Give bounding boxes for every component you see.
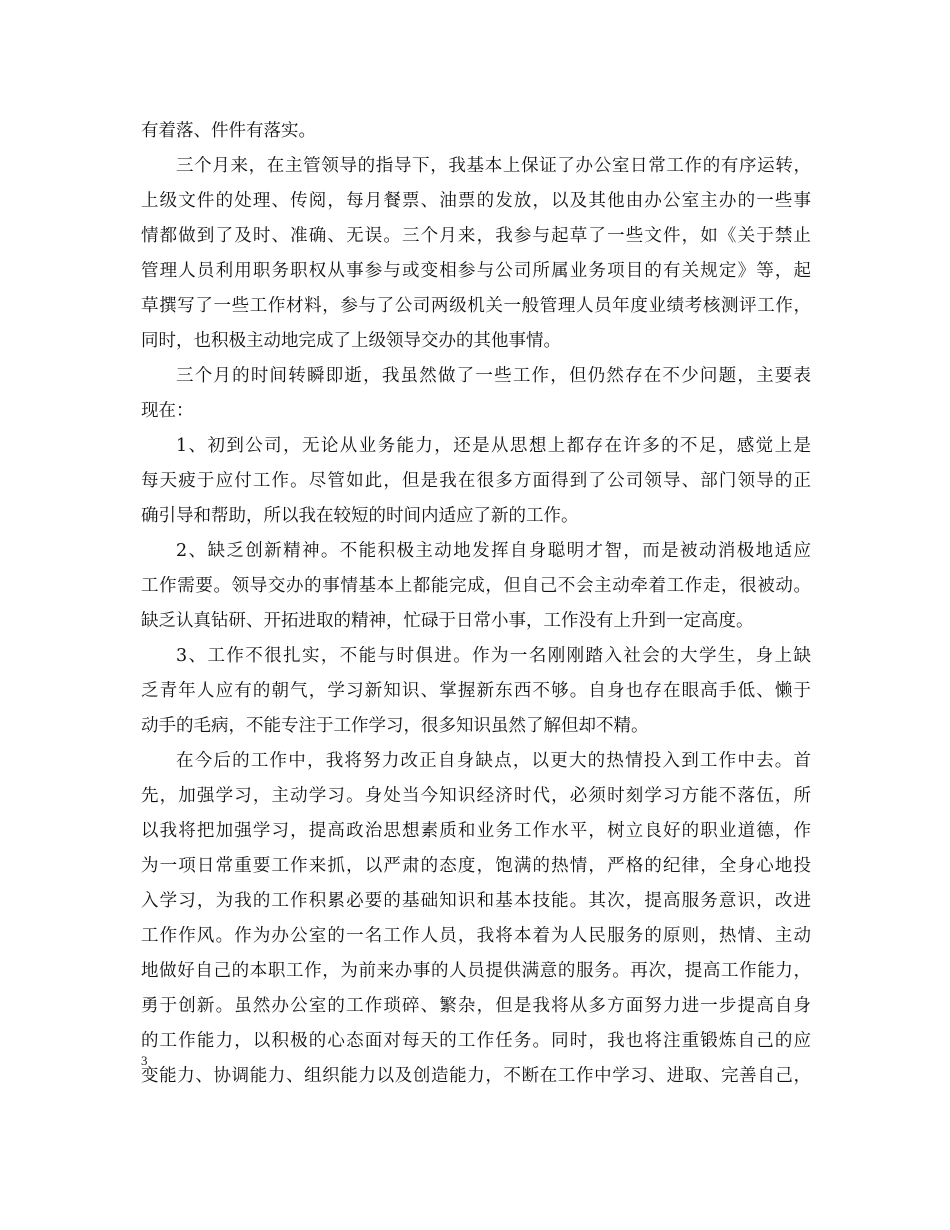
text-line: 1、初到公司，无论从业务能力，还是从思想上都存在许多的不足，感觉上是 — [176, 436, 811, 456]
text-line: 以我将把加强学习，提高政治思想素质和业务工作水平，树立良好的职业道德，作 — [141, 821, 811, 841]
text-line: 乏青年人应有的朝气，学习新知识、掌握新东西不够。自身也存在眼高手低、懒于 — [141, 681, 811, 701]
text-line: 先，加强学习，主动学习。身处当今知识经济时代，必须时刻学习方能不落伍，所 — [141, 786, 811, 806]
body-text — [141, 114, 811, 1094]
text-line: 情都做到了及时、准确、无误。三个月来，我参与起草了一些文件，如《关于禁止 — [141, 226, 811, 246]
text-line: 现在： — [141, 401, 194, 421]
text-line: 确引导和帮助，所以我在较短的时间内适应了新的工作。 — [141, 506, 579, 526]
text-line: 地做好自己的本职工作，为前来办事的人员提供满意的服务。再次，提高工作能力， — [141, 961, 811, 981]
text-line: 工作作风。作为办公室的一名工作人员，我将本着为人民服务的原则，热情、主动 — [141, 926, 811, 946]
text-line: 缺乏认真钻研、开拓进取的精神，忙碌于日常小事，工作没有上升到一定高度。 — [141, 611, 754, 631]
text-line: 动手的毛病，不能专注于工作学习，很多知识虽然了解但却不精。 — [141, 716, 649, 736]
text-line: 工作需要。领导交办的事情基本上都能完成，但自己不会主动牵着工作走，很被动。 — [141, 576, 811, 596]
text-line: 三个月的时间转瞬即逝，我虽然做了一些工作，但仍然存在不少问题，主要表 — [176, 366, 811, 386]
text-line: 3、工作不很扎实，不能与时俱进。作为一名刚刚踏入社会的大学生，身上缺 — [176, 646, 811, 666]
page-number: 3 — [141, 1053, 148, 1068]
text-line: 变能力、协调能力、组织能力以及创造能力，不断在工作中学习、进取、完善自己， — [141, 1066, 811, 1086]
text-line: 有着落、件件有落实。 — [141, 121, 316, 141]
text-line: 在今后的工作中，我将努力改正自身缺点，以更大的热情投入到工作中去。首 — [176, 751, 811, 771]
text-line: 入学习，为我的工作积累必要的基础知识和基本技能。其次，提高服务意识，改进 — [141, 891, 811, 911]
text-line: 为一项日常重要工作来抓，以严肃的态度，饱满的热情，严格的纪律，全身心地投 — [141, 856, 811, 876]
text-line: 的工作能力，以积极的心态面对每天的工作任务。同时，我也将注重锻炼自己的应 — [141, 1031, 811, 1051]
text-line: 勇于创新。虽然办公室的工作琐碎、繁杂，但是我将从多方面努力进一步提高自身 — [141, 996, 811, 1016]
text-line: 管理人员利用职务职权从事参与或变相参与公司所属业务项目的有关规定》等，起 — [141, 261, 811, 281]
text-line: 同时，也积极主动地完成了上级领导交办的其他事情。 — [141, 331, 561, 351]
text-line: 每天疲于应付工作。尽管如此，但是我在很多方面得到了公司领导、部门领导的正 — [141, 471, 811, 491]
text-line: 2、缺乏创新精神。不能积极主动地发挥自身聪明才智，而是被动消极地适应 — [176, 541, 811, 561]
text-line: 草撰写了一些工作材料，参与了公司两级机关一般管理人员年度业绩考核测评工作， — [141, 296, 811, 316]
text-line: 上级文件的处理、传阅，每月餐票、油票的发放，以及其他由办公室主办的一些事 — [141, 191, 811, 211]
text-line: 三个月来，在主管领导的指导下，我基本上保证了办公室日常工作的有序运转， — [176, 156, 811, 176]
